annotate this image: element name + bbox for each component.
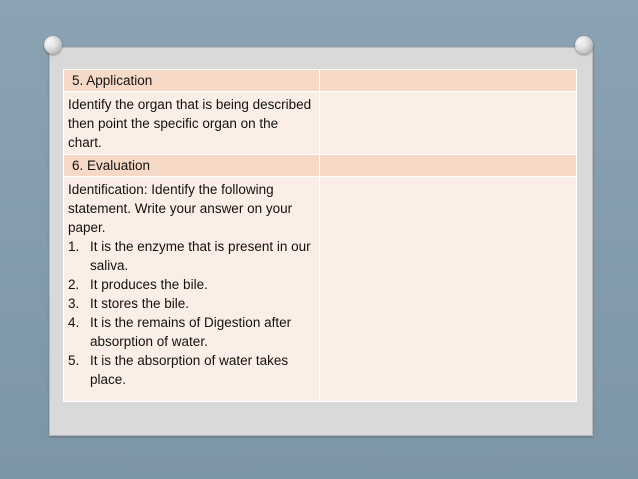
item-text: It is the absorption of water takes place. <box>90 353 289 387</box>
item-number: 3. <box>68 296 80 311</box>
list-item <box>68 275 315 294</box>
table-row <box>64 70 577 92</box>
empty-cell <box>320 177 577 402</box>
empty-cell <box>320 155 577 177</box>
item-number: 4. <box>68 315 80 330</box>
item-text: It is the enzyme that is present in our saliva. <box>90 239 311 273</box>
list-item <box>68 351 315 389</box>
item-text: It stores the bile. <box>90 296 190 311</box>
list-item <box>68 237 315 275</box>
evaluation-instructions: Identification: Identify the following statement. Write your answer on your paper. <box>68 182 293 235</box>
table-row <box>64 155 577 177</box>
section-heading: 6. Evaluation <box>72 158 151 173</box>
item-number: 1. <box>68 239 80 254</box>
pushpin-icon <box>44 36 62 54</box>
content-cell <box>64 92 320 155</box>
empty-cell <box>320 92 577 155</box>
pushpin-icon <box>575 36 593 54</box>
item-text: It is the remains of Digestion after absorption of water. <box>90 315 292 349</box>
section-heading-cell <box>64 155 320 177</box>
application-instructions: Identify the organ that is being described then point the specific organ on the chart. <box>68 97 312 150</box>
list-item <box>68 294 315 313</box>
item-text: It produces the bile. <box>90 277 208 292</box>
empty-cell <box>320 70 577 92</box>
content-cell <box>64 177 320 402</box>
table-row <box>64 177 577 402</box>
item-number: 2. <box>68 277 80 292</box>
section-heading-cell <box>64 70 320 92</box>
item-number: 5. <box>68 353 80 368</box>
section-heading: 5. Application <box>72 73 153 88</box>
question-list <box>68 237 315 389</box>
lesson-table <box>63 69 577 402</box>
table-row <box>64 92 577 155</box>
list-item <box>68 313 315 351</box>
